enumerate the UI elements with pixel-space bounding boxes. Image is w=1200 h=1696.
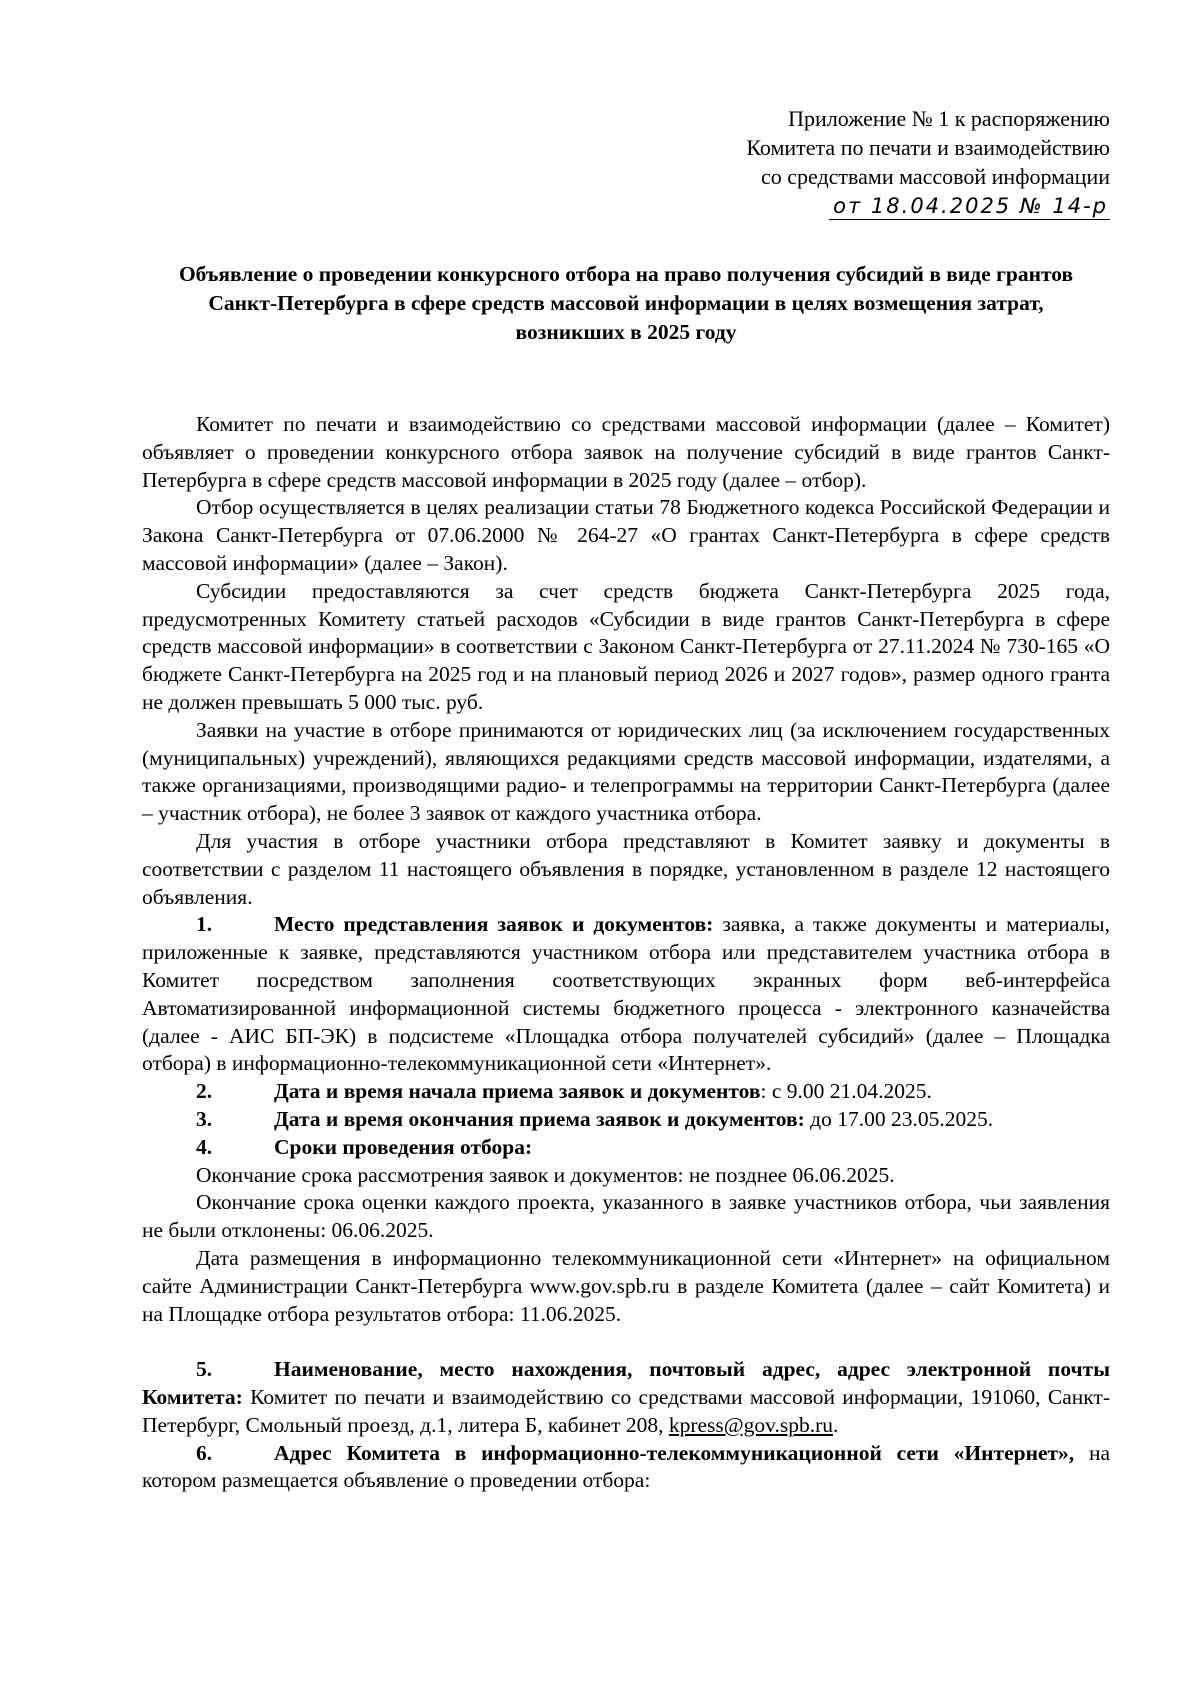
appendix-header (142, 104, 1110, 220)
paragraph-funding: Субсидии предоставляются за счет средств бюджета Санкт-Петербурга 2025 года, предусмотренных Комитету статьей расходов «Субсидии в виде грантов Санкт-Петербурга в сфере средств массовой информации» в соответствии с Законом Санкт-Петербурга от 27.11.2024 № 730-165 «О бюджете Санкт-Петербурга на 2025 год и на плановый период 2026 и 2027 годов», размер одного гранта не должен превышать 5 000 тыс. руб. (142, 578, 1110, 714)
section-heading: Сроки проведения отбора: (274, 1134, 533, 1159)
deadline-publication: Дата размещения в информационно телекоммуникационной сети «Интернет» на официальном сайте Администрации Санкт-Петербурга www.gov.spb.ru в разделе Комитета (далее – сайт Комитета) и на Площадке отбора результатов отбора: 11.06.2025. (142, 1245, 1110, 1326)
section-text: на котором размещается объявление о проведении отбора: (142, 1440, 1110, 1493)
section-text: Комитет по печати и взаимодействию со средствами массовой информации, 191060, Санкт-Петербург, Смольный проезд, д.1, литера Б, кабинет 208, (142, 1385, 1110, 1437)
paragraph-participation: Для участия в отборе участники отбора представляют в Комитет заявку и документы в соответствии с разделом 11 настоящего объявления в порядке, установленном в разделе 12 настоящего объявления. (142, 828, 1110, 909)
section-heading: Адрес Комитета в информационно-телекоммуникационной сети «Интернет», (274, 1440, 1075, 1465)
document-title: Объявление о проведении конкурсного отбора на право получения субсидий в виде грантов Санкт-Петербурга в сфере средств массовой информации в целях возмещения затрат, возникших в 2025 году (178, 262, 1074, 344)
paragraph-eligibility: Заявки на участие в отборе принимаются от юридических лиц (за исключением государственных (муниципальных) учреждений), являющихся редакциями средств массовой информации, издателями, а также организациями, производящими радио- и телепрограммы на территории Санкт-Петербурга (далее – участник отбора), не более 3 заявок от каждого участника отбора. (142, 717, 1110, 826)
section-number: 6. (196, 1440, 213, 1465)
section-heading: Наименование, место нахождения, почтовый адрес, адрес электронной почты Комитета: (142, 1357, 1110, 1410)
appendix-line-3: со средствами массовой информации (760, 164, 1110, 189)
appendix-line-1: Приложение № 1 к распоряжению (788, 106, 1110, 131)
spacer (142, 1328, 1110, 1356)
paragraph-committee-announcement: Комитет по печати и взаимодействию со средствами массовой информации (далее – Комитет) объявляет о проведении конкурсного отбора заявок на получение субсидий в виде грантов Санкт-Петербурга в сфере средств массовой информации в 2025 году (далее – отбор). (142, 412, 1110, 492)
section-item-2 (142, 1078, 1110, 1106)
section-item-6 (142, 1440, 1110, 1496)
section-text: до 17.00 23.05.2025. (804, 1106, 994, 1131)
deadline-review: Окончание срока рассмотрения заявок и документов: не позднее 06.06.2025. (196, 1162, 895, 1187)
section-item-5 (142, 1356, 1110, 1439)
paragraph-legal-basis: Отбор осуществляется в целях реализации статьи 78 Бюджетного кодекса Российской Федерации и Закона Санкт-Петербурга от 07.06.2000 № 264-27 «О грантах Санкт-Петербурга в сфере средств массовой информации» (далее – Закон). (142, 495, 1110, 575)
document-body (142, 411, 1110, 1495)
appendix-line-2: Комитета по печати и взаимодействию (746, 135, 1110, 160)
handwritten-date-signature: от 18.04.2025 № 14-р (829, 193, 1110, 220)
section-item-1 (142, 911, 1110, 1078)
section-text: : с 9.00 21.04.2025. (760, 1079, 932, 1104)
section-heading: Место представления заявок и документов: (274, 912, 714, 937)
section-item-4 (142, 1134, 1110, 1162)
section-number: 5. (196, 1357, 213, 1382)
section-heading: Дата и время начала приема заявок и документов (274, 1079, 761, 1104)
section-number: 3. (196, 1106, 213, 1131)
section-heading: Дата и время окончания приема заявок и документов: (274, 1106, 805, 1131)
section-number: 2. (196, 1079, 213, 1104)
committee-email-link[interactable]: kpress@gov.spb.ru (668, 1412, 833, 1437)
section-number: 1. (196, 912, 213, 937)
section-text-end: . (832, 1412, 839, 1437)
section-number: 4. (196, 1134, 213, 1159)
deadline-evaluation: Окончание срока оценки каждого проекта, указанного в заявке участников отбора, чьи заявления не были отклонены: 06.06.2025. (142, 1190, 1110, 1243)
section-text: заявка, а также документы и материалы, приложенные к заявке, представляются участником отбора или представителем участника отбора в Комитет посредством заполнения соответствующих экранных форм веб-интерфейса Автоматизированной информационной системы бюджетного процесса - электронного казначейства (далее - АИС БП-ЭК) в подсистеме «Площадка отбора получателей субсидий» (далее – Площадка отбора) в информационно-телекоммуникационной сети «Интернет». (142, 912, 1110, 1076)
section-item-3 (142, 1106, 1110, 1134)
